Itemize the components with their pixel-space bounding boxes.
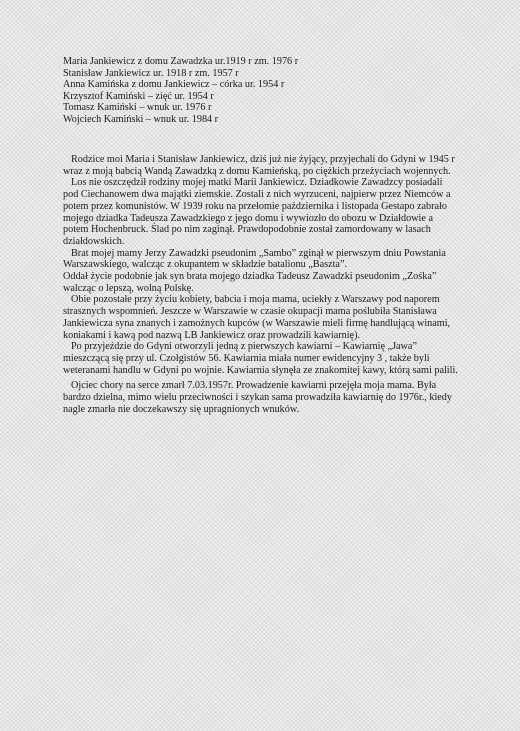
paragraph: Rodzice moi Maria i Stanisław Jankiewicz, dziś już nie żyjący, przyjechali do Gdyni w 1945 r wraz z moją babcią Wandą Zawadzką z domu Kamieńską, po ciężkich przeżyciach wojennych. [63, 154, 455, 177]
paragraph: Brat mojej mamy Jerzy Zawadzki pseudonim „Sambo” zginął w pierwszym dniu Powstania Warszawskiego, walcząc z okupantem w składzie batalionu „Baszta”. [63, 247, 446, 271]
paragraph: Oddał życie podobnie jak syn brata mojego dziadka Tadeusz Zawadzki pseudonim „Zośka” walcząc o lepszą, wolną Polskę. [63, 271, 437, 294]
family-member: Stanisław Jankiewicz ur. 1918 r zm. 1957 r [63, 67, 239, 79]
paragraph: Po przyjeździe do Gdyni otworzyli jedną z pierwszych kawiarni – Kawiarnię „Jawa” mieszczącą się przy ul. Czołgistów 56. Kawiarnia miała numer ewidencyjny 3 , także byli weteranami handlu w Gdyni po wojnie. Kawiarnia słynęła ze znakomitej kawy, którą sami palili. [63, 341, 458, 376]
family-member: Anna Kamińska z domu Jankiewicz – córka ur. 1954 r [63, 79, 285, 91]
paragraph: Obie pozostałe przy życiu kobiety, babcia i moja mama, uciekły z Warszawy pod naporem strasznych wspomnień. Jeszcze w Warszawie w czasie okupacji mama poślubiła Stanisława Jankiewicza syna znanych i zamożnych kupców (w Warszawie mieli firmę handlującą winami, koniakami i kawą pod nazwą LB Jankiewicz oraz prowadzili kawiarnię). [63, 294, 451, 341]
family-history-text [63, 154, 458, 415]
family-member: Wojciech Kamiński – wnuk ur. 1984 r [63, 113, 219, 125]
family-member: Krzysztof Kamiński – zięć ur. 1954 r [63, 90, 214, 102]
family-member: Tomasz Kamiński – wnuk ur. 1976 r [63, 102, 212, 114]
paragraph: Ojciec chory na serce zmarł 7.03.1957r. Prowadzenie kawiarni przejęła moja mama. Była bardzo dzielna, mimo wielu przeciwności i szykan sama prowadziła kawiarnię do 1976r., kiedy nagle zmarła nie doczekawszy się upragnionych wnuków. [63, 380, 452, 415]
family-member: Maria Jankiewicz z domu Zawadzka ur.1919 r zm. 1976 r [63, 56, 299, 67]
family-list [63, 56, 323, 126]
paragraph: Los nie oszczędził rodziny mojej matki Marii Jankiewicz. Dziadkowie Zawadzcy posiadali pod Ciechanowem dwa majątki ziemskie. Zostali z nich wyrzuceni, najpierw przez Niemców a potem przez komunistów. W 1939 roku na przełomie października i listopada Gestapo zabrało mojego dziadka Tadeusza Zawadzkiego z jego domu i wywiozło do obozu w Działdowie a potem Hochenbruck. Ślad po nim zaginął. Prawdopodobnie został zamordowany w lasach działdowskich. [63, 177, 451, 247]
